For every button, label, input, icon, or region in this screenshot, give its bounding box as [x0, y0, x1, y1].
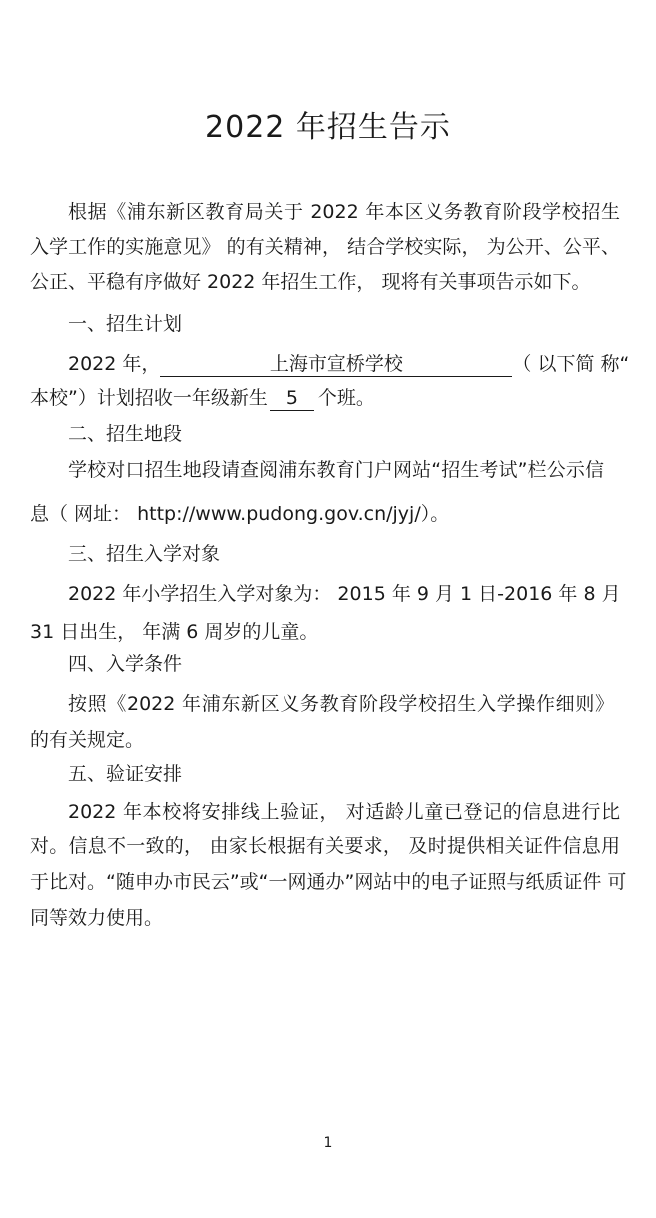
- plan-text: 本校”）计划招收一年级新生: [30, 387, 268, 409]
- section-2-line-1: 学校对口招生地段请查阅浦东教育门户网站“招生考试”栏公示信: [68, 459, 604, 481]
- class-count-field: [270, 386, 314, 411]
- intro-line-2: 入学工作的实施意见》 的有关精神， 结合学校实际， 为公开、公平、: [30, 236, 620, 258]
- school-name: 上海市宣桥学校: [269, 353, 403, 375]
- section-2-heading: 二、招生地段: [68, 423, 183, 445]
- abbr-note: （ 以下简 称“: [512, 353, 630, 375]
- document-title: 2022 年招生告示: [205, 110, 451, 145]
- school-name-field: [160, 352, 512, 377]
- section-1-line-2: [30, 384, 375, 412]
- page-number: 1: [323, 1135, 333, 1151]
- section-3-line-1: 2022 年小学招生入学对象为： 2015 年 9 月 1 日-2016 年 8 月: [68, 583, 621, 605]
- section-5-line-1: 2022 年本校将安排线上验证， 对适龄儿童已登记的信息进行比: [68, 801, 620, 823]
- year-prefix: 2022 年，: [68, 353, 161, 375]
- section-5-heading: 五、验证安排: [68, 763, 183, 785]
- section-4-line-1: 按照《2022 年浦东新区义务教育阶段学校招生入学操作细则》: [68, 693, 614, 715]
- section-5-line-4: 同等效力使用。: [30, 907, 164, 929]
- intro-line-1: 根据《浦东新区教育局关于 2022 年本区义务教育阶段学校招生: [68, 201, 620, 223]
- section-1-heading: 一、招生计划: [68, 313, 183, 335]
- class-unit: 个班。: [317, 387, 375, 409]
- section-3-line-2: 31 日出生， 年满 6 周岁的儿童。: [30, 621, 319, 643]
- section-4-heading: 四、入学条件: [68, 653, 183, 675]
- section-1-line-1: [68, 350, 629, 378]
- intro-line-3: 公正、平稳有序做好 2022 年招生工作， 现将有关事项告示如下。: [30, 271, 591, 293]
- section-5-line-3: 于比对。“随申办市民云”或“一网通办”网站中的电子证照与纸质证件 可: [30, 871, 627, 893]
- section-5-line-2: 对。信息不一致的， 由家长根据有关要求， 及时提供相关证件信息用: [30, 835, 620, 857]
- section-2-line-2: 息（ 网址： http://www.pudong.gov.cn/jyj/）。: [30, 503, 450, 525]
- section-4-line-2: 的有关规定。: [30, 729, 145, 751]
- class-count: 5: [285, 387, 298, 409]
- section-3-heading: 三、招生入学对象: [68, 543, 221, 565]
